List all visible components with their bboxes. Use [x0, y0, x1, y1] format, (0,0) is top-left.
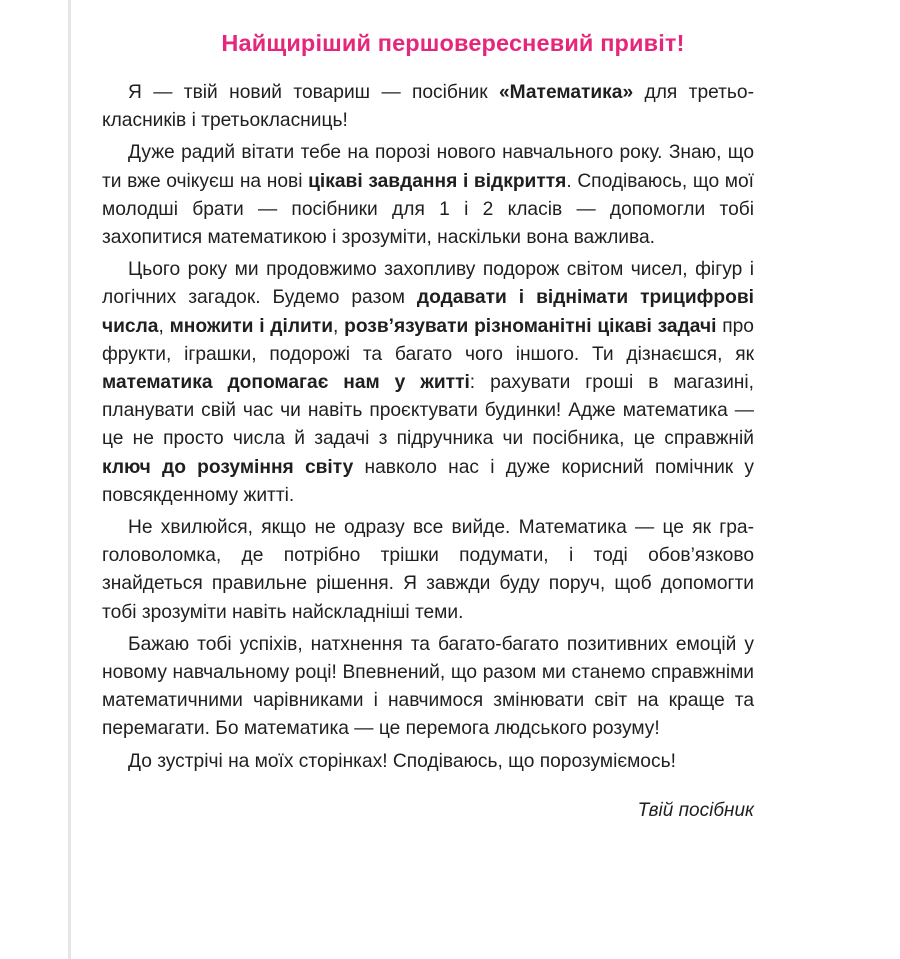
paragraph-wishes: [102, 631, 754, 744]
text-run: Я — твій новий товариш — посібник: [128, 82, 499, 103]
text-run: Бажаю тобі успіхів, натхнення та багато-багато позитивних емоцій у новому навчальному році! Впевнений, що разом ми станемо справжніми математичними чарівниками і навчимося змінювати світ на краще та перемагати. Бо математика — це перемога людського розуму!: [102, 633, 754, 740]
bold-phrase: «Математика»: [499, 82, 634, 103]
bold-phrase: цікаві завдання і відкриття: [308, 170, 567, 192]
signature: Твій посібник: [637, 799, 754, 821]
text-run: : рахувати гроші в магазині, планувати свій час чи навіть проєктувати будинки! Адже математика — це не просто числа й задачі з підручника чи посібника, це справжній: [102, 372, 754, 450]
paragraph-greeting: [102, 139, 754, 252]
bold-phrase: математика допомагає нам у житті: [102, 372, 470, 394]
text-run: Дуже радий вітати тебе на порозі нового навчального року. Знаю, що ти вже очікуєш на нові: [102, 142, 754, 192]
text-run: ,: [333, 315, 345, 337]
page-edge-shadow: [68, 0, 71, 959]
paragraph-topics: [102, 256, 754, 510]
bold-phrase: розв’язувати різноманітні цікаві задачі: [344, 315, 717, 337]
text-run: До зустрічі на моїх сторінках! Сподіваюсь, що порозуміємось!: [128, 750, 676, 772]
text-run: про фрукти, іграшки, подорожі та багато чого іншого. Ти дізнаєшся, як: [102, 315, 754, 365]
text-run: навколо нас і дуже корисний помічник у повсякденному житті.: [102, 456, 754, 506]
page-title: Найщиріший першовересневий привіт!: [221, 30, 685, 56]
text-run: . Сподіваюсь, що мої молодші брати — посібники для 1 і 2 класів — допомогли тобі захопитися математикою і зрозуміти, наскільки вона важлива.: [102, 170, 754, 249]
paragraph-farewell: [102, 748, 754, 776]
text-run: Не хвилюйся, якщо не одразу все вийде. Математика — це як гра-головоломка, де потрібно трішки подумати, і тоді обов’язково знайдеться правильне рішення. Я завжди буду поруч, щоб допомогти тобі зрозуміти навіть найскладніші теми.: [102, 517, 754, 623]
text-run: для третьокласників і третьокласниць!: [102, 82, 754, 132]
bold-phrase: додавати і віднімати трицифрові числа: [102, 287, 754, 337]
paragraph-intro: [102, 79, 754, 135]
bold-phrase: ключ до розуміння світу: [102, 456, 354, 478]
paragraph-encouragement: [102, 514, 754, 627]
bold-phrase: множити і ділити: [169, 315, 333, 337]
letter-page: [102, 30, 754, 822]
text-run: ,: [158, 315, 170, 337]
text-run: Цього року ми продовжимо захопливу подорож світом чисел, фігур і логічних загадок. Будемо разом: [102, 259, 754, 309]
